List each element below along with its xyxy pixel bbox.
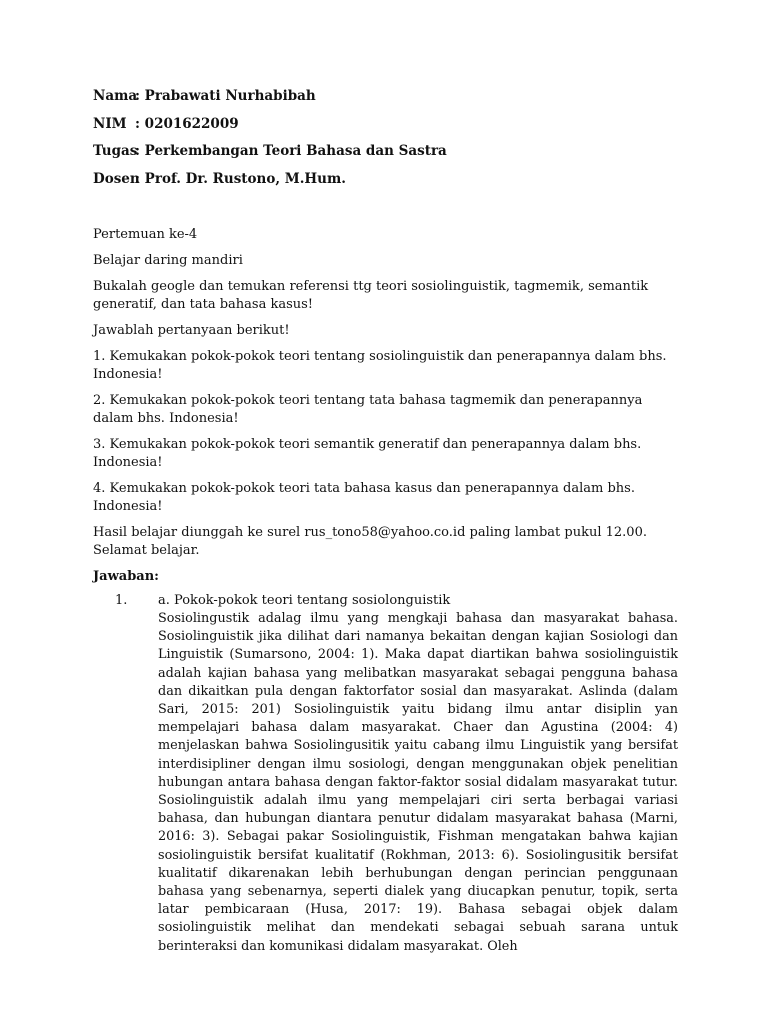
question-4: 4. Kemukakan pokok-pokok teori tata bahasa kasus dan penerapannya dalam bhs. Indonesia!: [93, 481, 635, 514]
header-label: Dosen: [93, 170, 140, 187]
header-value: : Prabawati Nurhabibah: [135, 88, 316, 104]
task-paragraph: Bukalah geogle dan temukan referensi ttg teori sosiolinguistik, tagmemik, semantik generatif, dan tata bahasa kasus!: [93, 279, 649, 312]
header-value: : Perkembangan Teori Bahasa dan Sastra: [135, 143, 447, 159]
document-body: [93, 226, 678, 956]
header-row-nama: [93, 87, 447, 115]
header-row-tugas: [93, 142, 447, 170]
header-value: : 0201622009: [135, 115, 239, 132]
question-3: 3. Kemukakan pokok-pokok teori semantik generatif dan penerapannya dalam bhs. Indonesia!: [93, 437, 642, 470]
question-intro: Jawablah pertanyaan berikut!: [93, 323, 290, 338]
answer-heading: Jawaban:: [93, 569, 159, 584]
answer-list-item: [93, 592, 678, 956]
header-row-dosen: [93, 170, 447, 198]
header-label: NIM: [93, 115, 127, 132]
answer-paragraph: Sosiolingustik adalag ilmu yang mengkaji bahasa dan masyarakat bahasa. Sosiolinguistik jika dilihat dari namanya bekaitan dengan kajian Sosiologi dan Linguistik (Sumarsono, 2004: 1). Maka dapat diartikan bahwa sosiolinguistik adalah kajian bahasa yang melibatkan masyarakat sebagai pengguna bahasa dan dikaitkan pula dengan faktorfator sosial dan masyarakat. Aslinda (dalam Sari, 2015: 201) Sosiolinguistik yaitu bidang ilmu antar disiplin yan mempelajari bahasa dalam masyarakat. Chaer dan Agustina (2004: 4) menjelaskan bahwa Sosiolingusitik yaitu cabang ilmu Linguistik yang bersifat interdisipliner dengan ilmu sosiologi, dengan menggunakan objek penelitian hubungan antara bahasa dengan faktor-faktor sosial didalam masyarakat tutur. Sosiolinguistik adalah ilmu yang mempelajari ciri serta berbagai variasi bahasa, dan hubungan diantara penutur didalam masyarakat bahasa (Marni, 2016: 3). Sebagai pakar Sosiolinguistik, Fishman mengatakan bahwa kajian sosiolinguistik bersifat kualitatif (Rokhman, 2013: 6). Sosiolingusitik bersifat kualitatif dikarenakan lebih berhubungan dengan perincian penggunaan bahasa yang sebenarnya, seperti dialek yang diucapkan penutur, topik, serta latar pembicaraan (Husa, 2017: 19). Bahasa sebagai objek dalam sosiolinguistik melihat dan mendekati sebagai sebuah sarana untuk berinteraksi dan komunikasi didalam masyarakat. Oleh: [158, 611, 678, 954]
mode-line: Belajar daring mandiri: [93, 253, 243, 268]
header-row-nim: [93, 115, 447, 143]
header-label: Nama: [93, 88, 138, 104]
question-1: 1. Kemukakan pokok-pokok teori tentang sosiolinguistik dan penerapannya dalam bhs. Indonesia!: [93, 349, 667, 382]
answer-title: a. Pokok-pokok teori tentang sosiolonguistik: [158, 593, 451, 608]
submission-note: Hasil belajar diunggah ke surel rus_tono58@yahoo.co.id paling lambat pukul 12.00. Selamat belajar.: [93, 525, 647, 558]
question-2: 2. Kemukakan pokok-pokok teori tentang tata bahasa tagmemik dan penerapannya dalam bhs. Indonesia!: [93, 393, 643, 426]
list-number: 1.: [115, 593, 128, 608]
student-info-header: [93, 87, 447, 197]
meeting-line: Pertemuan ke-4: [93, 227, 198, 242]
header-value: : Prof. Dr. Rustono, M.Hum.: [135, 170, 346, 187]
header-label: Tugas: [93, 143, 138, 159]
